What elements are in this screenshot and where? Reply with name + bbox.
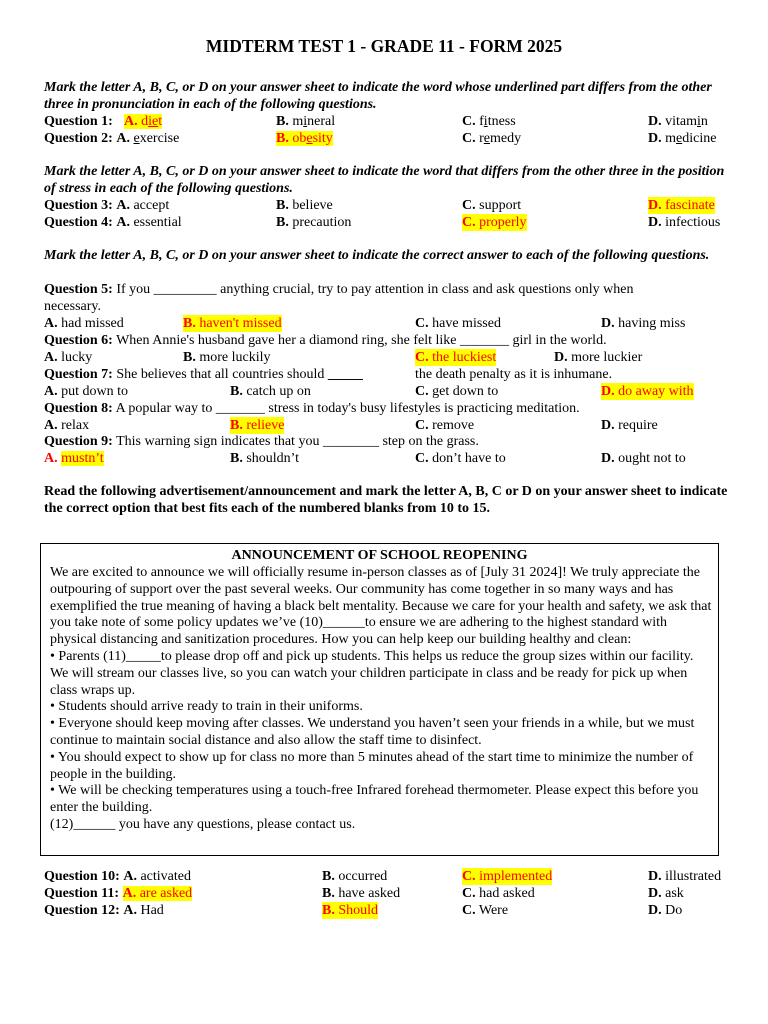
option-c: C. had asked — [462, 886, 535, 901]
question-label: Question 3: A. accept — [44, 198, 170, 213]
question-label: Question 1: — [44, 114, 113, 129]
option-c: C. get down to — [415, 384, 499, 399]
question-label: Question 2: A. exercise — [44, 131, 180, 146]
option-b: B. more luckily — [183, 350, 271, 365]
question-label: Question 10: A. activated — [44, 869, 191, 884]
option-c: C. remedy — [462, 131, 522, 146]
option-a: A. mustn’t — [44, 451, 104, 466]
option-b: B. occurred — [322, 869, 388, 884]
option-d: D. Do — [648, 903, 683, 918]
option-d: D. having miss — [601, 316, 686, 331]
question-row — [44, 197, 744, 214]
option-b: B. obesity — [276, 131, 333, 146]
announcement-bullet: • Students should arrive ready to train in their uniforms. — [50, 699, 363, 715]
option-d: D. do away with — [601, 384, 694, 399]
question-stem: Question 8: A popular way to _______ stress in today's busy lifestyles is practicing meditation. — [44, 401, 580, 416]
announcement-box — [40, 543, 719, 856]
announcement-bullet: • We will be checking temperatures using a touch-free Infrared forehead thermometer. Please expect this before you enter the building. — [50, 783, 699, 816]
question-row — [44, 113, 744, 130]
question-row — [44, 885, 744, 902]
question-options — [44, 417, 744, 434]
section4-instruction: Read the following advertisement/announcement and mark the letter A, B, C or D on your answer sheet to indicate the correct option that best fits each of the numbered blanks from 10 to 15. — [44, 484, 728, 516]
option-c: C. support — [462, 198, 522, 213]
option-a: A. had missed — [44, 316, 124, 331]
option-c: C. Were — [462, 903, 509, 918]
option-a: A. relax — [44, 418, 90, 433]
section1-instruction: Mark the letter A, B, C, or D on your answer sheet to indicate the word whose underlined part differs from the other three in pronunciation in each of the following questions. — [44, 80, 712, 112]
option-c: C. the luckiest — [415, 350, 497, 365]
option-d: D. ask — [648, 886, 684, 901]
announcement-bullet: • Everyone should keep moving after classes. We understand you haven’t seen your friends in a while, but we must continue to maintain social distance and also allow the staff time to disinfect. — [50, 716, 695, 748]
question-row — [44, 130, 744, 147]
option-d: D. illustrated — [648, 869, 722, 884]
option-b: B. shouldn’t — [230, 451, 299, 466]
announcement-paragraph: We are excited to announce we will officially resume in-person classes as of [July 31 2024]! We truly appreciate the outpouring of support over the past several weeks. Our community has come together in so many ways and has exemplified the true meaning of having a black belt mentality. Because we care for your health and safety, we ask that you take note of some policy updates we’ve (10)______to ensure we are adhering to the highest standard with physical distancing and sanitization procedures. How you can help keep our building healthy and clean: — [50, 565, 712, 648]
question-row — [44, 868, 744, 885]
announcement-bullet: • You should expect to show up for class no more than 5 minutes ahead of the start time to minimize the number of people in the building. — [50, 749, 694, 782]
question-row — [44, 214, 744, 231]
option-d: D. ought not to — [601, 451, 686, 466]
option-d: D. require — [601, 418, 658, 433]
option-c: C. remove — [415, 418, 475, 433]
question-options — [44, 450, 744, 467]
section2-instruction: Mark the letter A, B, C, or D on your answer sheet to indicate the word that differs from the other three in the position of stress in each of the following questions. — [44, 164, 725, 196]
announcement-bullet: • Parents (11)_____to please drop off and pick up students. This helps us reduce the group sizes within our facility. We will stream our classes live, so you can watch your children participate in class and be ready for pick up when class wraps up. — [50, 648, 694, 698]
option-a: A. diet — [124, 114, 163, 129]
option-b: B. mineral — [276, 114, 336, 129]
option-b: B. believe — [276, 198, 333, 213]
announcement-title: ANNOUNCEMENT OF SCHOOL REOPENING — [231, 548, 528, 563]
section3-instruction: Mark the letter A, B, C, or D on your answer sheet to indicate the correct answer to each of the following questions. — [44, 248, 710, 263]
question-stem: Question 7: She believes that all countries should _____ the death penalty as it is inhumane. — [44, 367, 613, 382]
option-c: C. have missed — [415, 316, 501, 331]
option-b: B. have asked — [322, 886, 401, 901]
option-c: C. implemented — [462, 869, 553, 884]
question-options — [44, 349, 744, 366]
question-options — [44, 315, 744, 332]
question-label: Question 11: A. are asked — [44, 886, 193, 901]
option-b: B. Should — [322, 903, 379, 918]
option-d: D. more luckier — [554, 350, 643, 365]
option-a: A. put down to — [44, 384, 129, 399]
option-a: A. lucky — [44, 350, 93, 365]
announcement-closing: (12)______ you have any questions, please contact us. — [50, 816, 356, 832]
question-stem: Question 9: This warning sign indicates that you ________ step on the grass. — [44, 434, 479, 449]
question-options — [44, 383, 744, 400]
question-label: Question 12: A. Had — [44, 903, 164, 918]
question-stem-continued: necessary. — [44, 299, 102, 314]
option-b: B. catch up on — [230, 384, 311, 399]
question-stem: Question 5: If you _________ anything crucial, try to pay attention in class and ask questions only when — [44, 282, 634, 297]
option-d: D. medicine — [648, 131, 717, 146]
option-c: C. don’t have to — [415, 451, 506, 466]
question-label: Question 4: A. essential — [44, 215, 182, 230]
question-stem: Question 6: When Annie's husband gave her a diamond ring, she felt like _______ girl in the world. — [44, 333, 607, 348]
option-b: B. relieve — [230, 418, 285, 433]
option-b: B. haven't missed — [183, 316, 282, 331]
option-d: D. fascinate — [648, 198, 715, 213]
option-c: C. properly — [462, 215, 527, 230]
announcement-text — [50, 565, 712, 834]
option-b: B. precaution — [276, 215, 352, 230]
page-title: MIDTERM TEST 1 - GRADE 11 - FORM 2025 — [205, 36, 563, 56]
option-d: D. vitamin — [648, 114, 708, 129]
option-d: D. infectious — [648, 215, 721, 230]
question-row — [44, 902, 744, 919]
option-c: C. fitness — [462, 114, 516, 129]
